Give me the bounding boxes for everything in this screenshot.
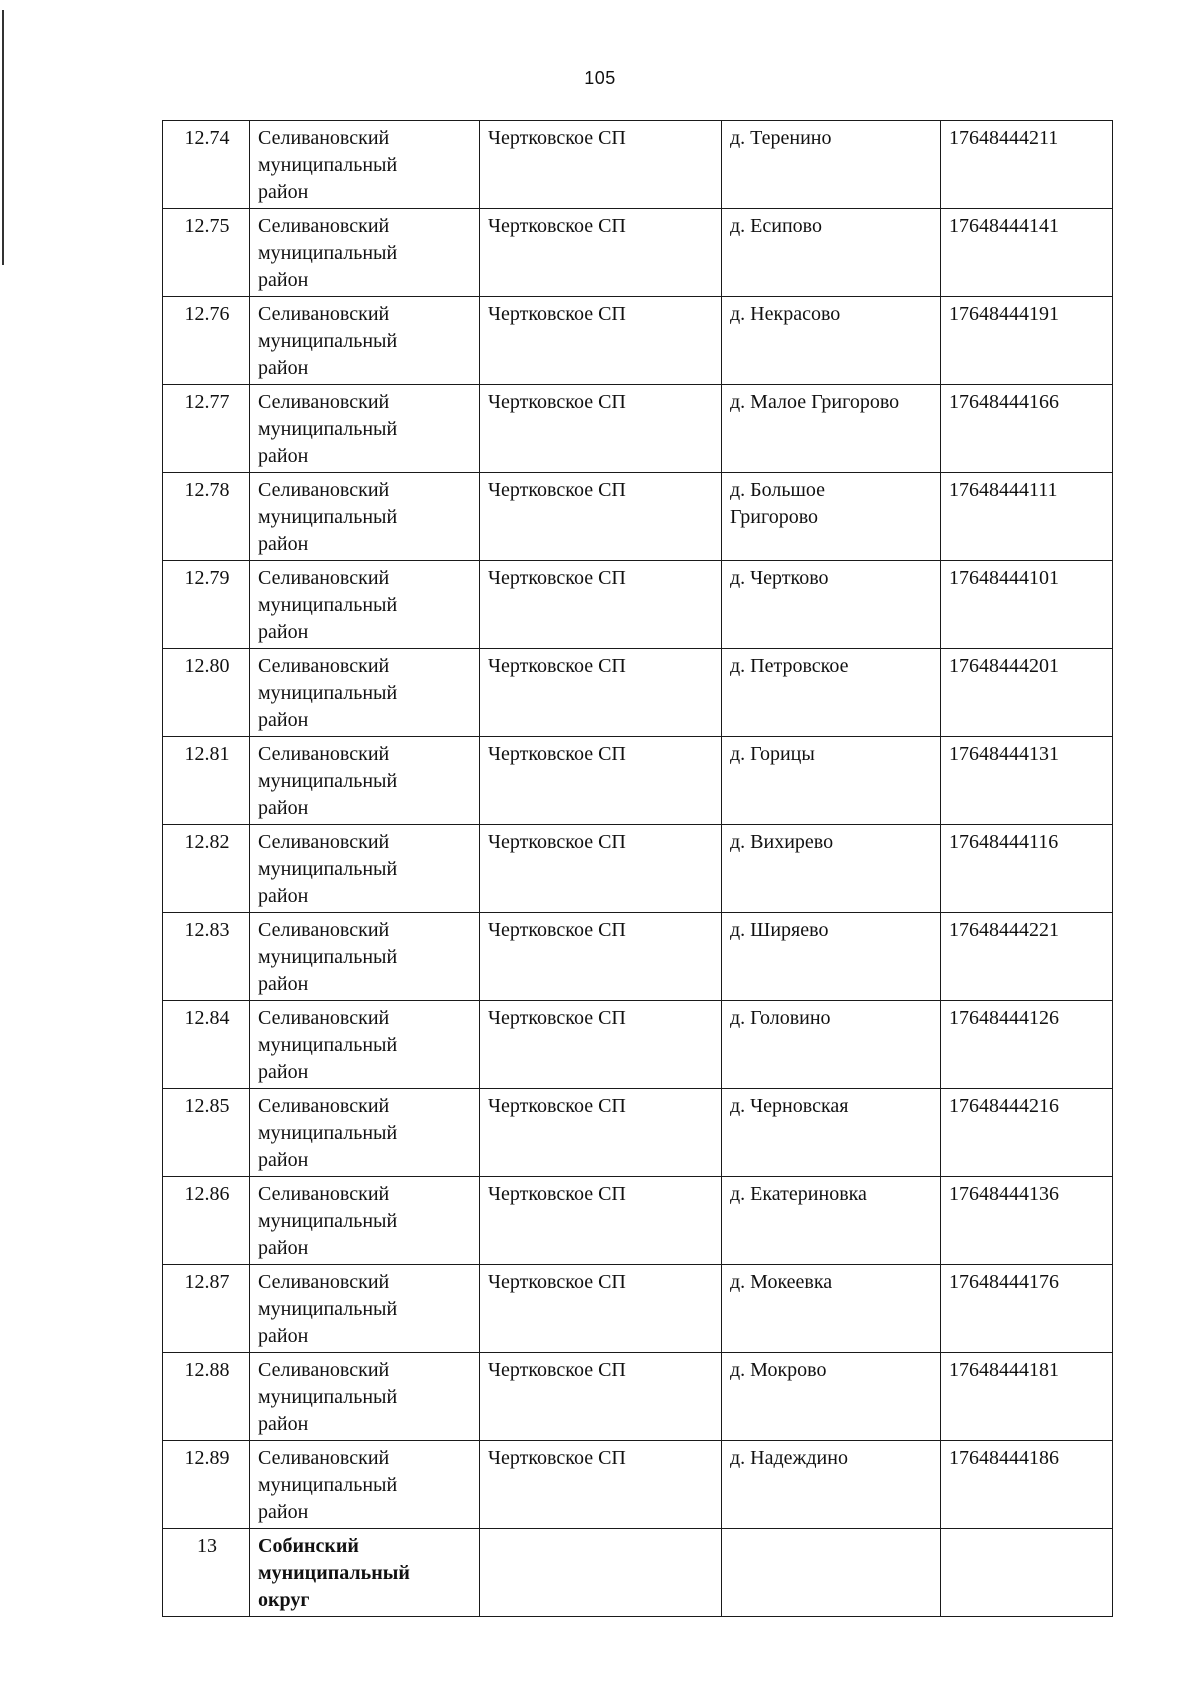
table-row bbox=[163, 649, 1113, 737]
locality-name: д. Екатериновка bbox=[722, 1177, 941, 1265]
settlement-name: Чертковское СП bbox=[480, 649, 722, 737]
locality-name: д. Черновская bbox=[722, 1089, 941, 1177]
settlement-name: Чертковское СП bbox=[480, 825, 722, 913]
locality-name: д. Малое Григорово bbox=[722, 385, 941, 473]
locality-name: д. Горицы bbox=[722, 737, 941, 825]
oktmo-code: 17648444111 bbox=[941, 473, 1113, 561]
locality-name: д. Чертково bbox=[722, 561, 941, 649]
oktmo-code: 17648444186 bbox=[941, 1441, 1113, 1529]
settlement-name: Чертковское СП bbox=[480, 913, 722, 1001]
oktmo-code: 17648444131 bbox=[941, 737, 1113, 825]
locality-name: д. Петровское bbox=[722, 649, 941, 737]
locality-name: д. Головино bbox=[722, 1001, 941, 1089]
settlement-name: Чертковское СП bbox=[480, 1177, 722, 1265]
row-number: 12.79 bbox=[163, 561, 250, 649]
oktmo-code: 17648444136 bbox=[941, 1177, 1113, 1265]
section-number: 13 bbox=[163, 1529, 250, 1617]
page-number: 105 bbox=[584, 68, 616, 88]
section-settlement-cell bbox=[480, 1529, 722, 1617]
table-row bbox=[163, 1177, 1113, 1265]
row-number: 12.75 bbox=[163, 209, 250, 297]
row-number: 12.83 bbox=[163, 913, 250, 1001]
locality-name: д. Есипово bbox=[722, 209, 941, 297]
row-number: 12.89 bbox=[163, 1441, 250, 1529]
scan-margin-line bbox=[2, 10, 4, 265]
table-row bbox=[163, 473, 1113, 561]
row-number: 12.82 bbox=[163, 825, 250, 913]
oktmo-code: 17648444201 bbox=[941, 649, 1113, 737]
locality-name: д. Некрасово bbox=[722, 297, 941, 385]
settlement-name: Чертковское СП bbox=[480, 473, 722, 561]
oktmo-code: 17648444176 bbox=[941, 1265, 1113, 1353]
district-name: Селивановский муниципальный район bbox=[250, 913, 480, 1001]
row-number: 12.78 bbox=[163, 473, 250, 561]
oktmo-code: 17648444116 bbox=[941, 825, 1113, 913]
settlement-name: Чертковское СП bbox=[480, 209, 722, 297]
row-number: 12.81 bbox=[163, 737, 250, 825]
locality-name: д. Ширяево bbox=[722, 913, 941, 1001]
row-number: 12.87 bbox=[163, 1265, 250, 1353]
table-row bbox=[163, 297, 1113, 385]
locality-name: д. Теренино bbox=[722, 121, 941, 209]
oktmo-code: 17648444221 bbox=[941, 913, 1113, 1001]
oktmo-code: 17648444211 bbox=[941, 121, 1113, 209]
district-name: Селивановский муниципальный район bbox=[250, 1441, 480, 1529]
row-number: 12.80 bbox=[163, 649, 250, 737]
section-district-name: Собинский муниципальный округ bbox=[250, 1529, 480, 1617]
settlement-name: Чертковское СП bbox=[480, 1001, 722, 1089]
district-name: Селивановский муниципальный район bbox=[250, 1353, 480, 1441]
settlement-name: Чертковское СП bbox=[480, 737, 722, 825]
settlement-name: Чертковское СП bbox=[480, 1441, 722, 1529]
section-row bbox=[163, 1529, 1113, 1617]
district-name: Селивановский муниципальный район bbox=[250, 825, 480, 913]
district-name: Селивановский муниципальный район bbox=[250, 121, 480, 209]
settlement-name: Чертковское СП bbox=[480, 1089, 722, 1177]
district-name: Селивановский муниципальный район bbox=[250, 737, 480, 825]
settlement-name: Чертковское СП bbox=[480, 1265, 722, 1353]
row-number: 12.74 bbox=[163, 121, 250, 209]
table-body bbox=[163, 121, 1113, 1617]
table-row bbox=[163, 1441, 1113, 1529]
district-name: Селивановский муниципальный район bbox=[250, 297, 480, 385]
oktmo-code: 17648444181 bbox=[941, 1353, 1113, 1441]
row-number: 12.84 bbox=[163, 1001, 250, 1089]
table-row bbox=[163, 561, 1113, 649]
district-name: Селивановский муниципальный район bbox=[250, 1001, 480, 1089]
table-row bbox=[163, 1265, 1113, 1353]
oktmo-code: 17648444166 bbox=[941, 385, 1113, 473]
locality-name: д. Вихирево bbox=[722, 825, 941, 913]
table-row bbox=[163, 737, 1113, 825]
settlement-name: Чертковское СП bbox=[480, 121, 722, 209]
district-name: Селивановский муниципальный район bbox=[250, 209, 480, 297]
table-row bbox=[163, 209, 1113, 297]
section-locality-cell bbox=[722, 1529, 941, 1617]
table-row bbox=[163, 1089, 1113, 1177]
district-name: Селивановский муниципальный район bbox=[250, 649, 480, 737]
table-row bbox=[163, 1001, 1113, 1089]
row-number: 12.76 bbox=[163, 297, 250, 385]
row-number: 12.86 bbox=[163, 1177, 250, 1265]
table-row bbox=[163, 1353, 1113, 1441]
section-code-cell bbox=[941, 1529, 1113, 1617]
settlements-table bbox=[162, 120, 1113, 1617]
district-name: Селивановский муниципальный район bbox=[250, 561, 480, 649]
table-row bbox=[163, 121, 1113, 209]
locality-name: д. Большое Григорово bbox=[722, 473, 941, 561]
row-number: 12.85 bbox=[163, 1089, 250, 1177]
district-name: Селивановский муниципальный район bbox=[250, 473, 480, 561]
row-number: 12.88 bbox=[163, 1353, 250, 1441]
locality-name: д. Мокрово bbox=[722, 1353, 941, 1441]
district-name: Селивановский муниципальный район bbox=[250, 1177, 480, 1265]
district-name: Селивановский муниципальный район bbox=[250, 385, 480, 473]
district-name: Селивановский муниципальный район bbox=[250, 1089, 480, 1177]
table-row bbox=[163, 913, 1113, 1001]
district-name: Селивановский муниципальный район bbox=[250, 1265, 480, 1353]
settlement-name: Чертковское СП bbox=[480, 561, 722, 649]
settlement-name: Чертковское СП bbox=[480, 1353, 722, 1441]
table-row bbox=[163, 385, 1113, 473]
oktmo-code: 17648444216 bbox=[941, 1089, 1113, 1177]
locality-name: д. Мокеевка bbox=[722, 1265, 941, 1353]
settlement-name: Чертковское СП bbox=[480, 297, 722, 385]
oktmo-code: 17648444191 bbox=[941, 297, 1113, 385]
oktmo-code: 17648444126 bbox=[941, 1001, 1113, 1089]
oktmo-code: 17648444141 bbox=[941, 209, 1113, 297]
settlement-name: Чертковское СП bbox=[480, 385, 722, 473]
table-row bbox=[163, 825, 1113, 913]
row-number: 12.77 bbox=[163, 385, 250, 473]
oktmo-code: 17648444101 bbox=[941, 561, 1113, 649]
locality-name: д. Надеждино bbox=[722, 1441, 941, 1529]
